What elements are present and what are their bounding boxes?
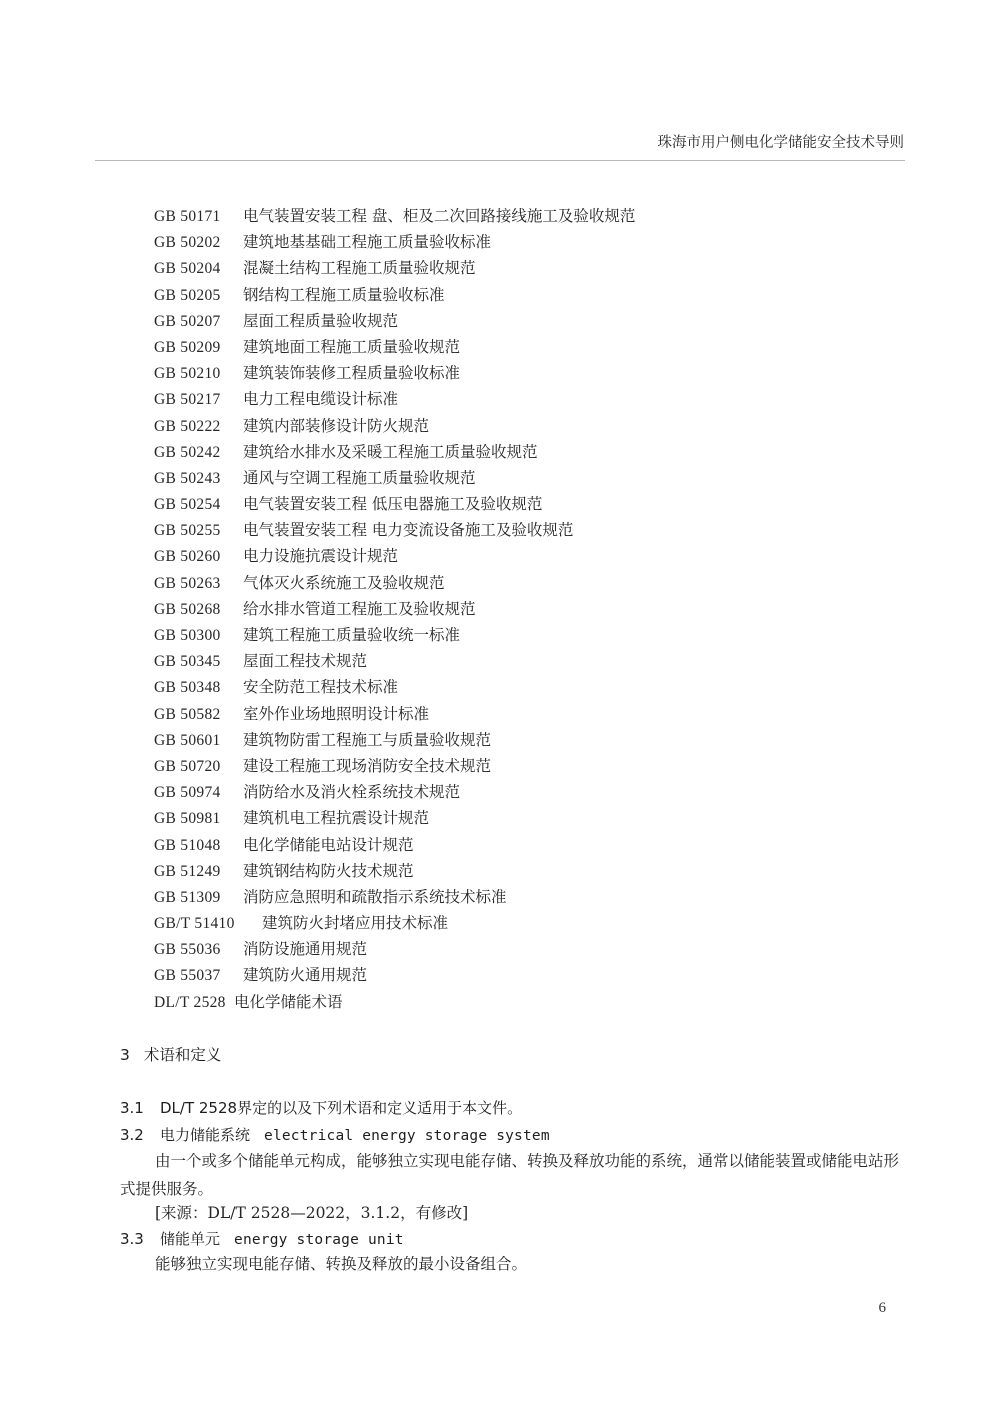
- reference-code: GB 50254: [154, 496, 221, 514]
- reference-code: GB 50242: [154, 443, 221, 461]
- reference-item: [154, 674, 635, 700]
- reference-item: [154, 989, 635, 1015]
- reference-title: 建筑内部装修设计防火规范: [243, 416, 430, 435]
- reference-title: 电力工程电缆设计标准: [243, 390, 399, 409]
- reference-title: 消防给水及消火栓系统技术规范: [243, 783, 461, 802]
- reference-title: 建筑防火通用规范: [243, 966, 368, 985]
- reference-title: 建筑机电工程抗震设计规范: [243, 809, 430, 828]
- reference-item: [154, 413, 635, 439]
- clause-3-2: [120, 1124, 550, 1145]
- normative-references-list: [154, 203, 635, 1015]
- reference-item: [154, 962, 635, 988]
- page-number: 6: [878, 1300, 886, 1316]
- reference-item: [154, 282, 635, 308]
- reference-code: GB 50204: [154, 260, 221, 278]
- reference-item: [154, 517, 635, 543]
- reference-code: GB 51048: [154, 836, 221, 854]
- reference-item: [154, 727, 635, 753]
- reference-title: 建筑装饰装修工程质量验收标准: [243, 364, 461, 383]
- reference-code: GB 50260: [154, 548, 221, 566]
- reference-item: [154, 203, 635, 229]
- reference-title: 混凝土结构工程施工质量验收规范: [243, 259, 476, 278]
- reference-code: GB 50300: [154, 627, 221, 644]
- reference-title: 电化学储能术语: [234, 992, 343, 1011]
- clause-number: 3.2: [120, 1126, 144, 1144]
- reference-code: GB 55037: [154, 967, 221, 985]
- reference-item: [154, 910, 635, 936]
- reference-title: 电力设施抗震设计规范: [243, 547, 399, 566]
- reference-title: 室外作业场地照明设计标准: [243, 704, 430, 723]
- running-header: 珠海市用户侧电化学储能安全技术导则: [657, 135, 904, 151]
- reference-title: 建筑给水排水及采暖工程施工质量验收规范: [243, 442, 538, 461]
- reference-item: [154, 386, 635, 412]
- clause-number: 3.1: [120, 1099, 144, 1117]
- reference-item: [154, 622, 635, 648]
- term-english: energy storage unit: [234, 1232, 404, 1248]
- reference-code: GB 50209: [154, 338, 221, 356]
- reference-item: [154, 543, 635, 569]
- reference-title: 电化学储能电站设计规范: [243, 835, 414, 854]
- reference-item: [154, 832, 635, 858]
- clause-text: DL/T 2528界定的以及下列术语和定义适用于本文件。: [160, 1099, 523, 1117]
- reference-title: 建筑地基基础工程施工质量验收标准: [243, 233, 492, 252]
- reference-item: [154, 465, 635, 491]
- reference-item: [154, 701, 635, 727]
- section-title: 术语和定义: [143, 1046, 222, 1064]
- clause-3-3: [120, 1228, 404, 1249]
- reference-title: 建筑防火封堵应用技术标准: [262, 914, 449, 933]
- reference-code: GB 50974: [154, 784, 221, 802]
- reference-title: 电气装置安装工程 盘、柜及二次回路接线施工及验收规范: [243, 207, 636, 225]
- reference-title: 安全防范工程技术标准: [243, 678, 399, 697]
- reference-item: [154, 884, 635, 910]
- reference-code: GB 51309: [154, 888, 221, 906]
- reference-title: 建筑地面工程施工质量验收规范: [243, 337, 461, 356]
- reference-title: 屋面工程质量验收规范: [243, 311, 399, 330]
- term-english: electrical energy storage system: [264, 1128, 550, 1144]
- clause-number: 3.3: [120, 1230, 144, 1248]
- clause-3-1: [120, 1097, 522, 1118]
- reference-code: GB 50222: [154, 417, 221, 435]
- reference-title: 建筑工程施工质量验收统一标准: [243, 626, 461, 644]
- reference-item: [154, 334, 635, 360]
- reference-title: 建筑物防雷工程施工与质量验收规范: [243, 730, 492, 749]
- reference-item: [154, 596, 635, 622]
- reference-item: [154, 805, 635, 831]
- reference-title: 建筑钢结构防火技术规范: [243, 861, 414, 880]
- reference-item: [154, 229, 635, 255]
- definition-paragraph: 能够独立实现电能存储、转换及释放的最小设备组合。: [155, 1255, 528, 1273]
- term-chinese: 电力储能系统: [160, 1126, 251, 1144]
- definition-paragraph: 由一个或多个储能单元构成，能够独立实现电能存储、转换及释放功能的系统，通常以储能装置或储能电站形式提供服务。: [120, 1152, 900, 1198]
- reference-code: GB 50243: [154, 469, 221, 487]
- reference-item: [154, 936, 635, 962]
- reference-code: GB 50981: [154, 810, 221, 828]
- reference-code: GB 50263: [154, 574, 221, 592]
- reference-item: [154, 308, 635, 334]
- reference-code: DL/T 2528: [154, 993, 226, 1011]
- reference-title: 建设工程施工现场消防安全技术规范: [243, 756, 492, 775]
- reference-code: GB 50171: [154, 208, 221, 225]
- reference-item: [154, 360, 635, 386]
- reference-item: [154, 779, 635, 805]
- reference-title: 消防设施通用规范: [243, 940, 368, 959]
- reference-item: [154, 439, 635, 465]
- reference-item: [154, 753, 635, 779]
- reference-code: GB 50348: [154, 679, 221, 697]
- reference-item: [154, 648, 635, 674]
- section-heading: [120, 1043, 221, 1065]
- reference-title: 电气装置安装工程 低压电器施工及验收规范: [243, 495, 543, 514]
- reference-item: [154, 255, 635, 281]
- reference-code: GB 50582: [154, 705, 221, 723]
- reference-code: GB 50205: [154, 286, 221, 304]
- reference-item: [154, 491, 635, 517]
- reference-code: GB 50345: [154, 653, 221, 671]
- reference-code: GB 50268: [154, 600, 221, 618]
- reference-code: GB 55036: [154, 941, 221, 959]
- reference-code: GB 51249: [154, 862, 221, 880]
- reference-title: 通风与空调工程施工质量验收规范: [243, 468, 476, 487]
- reference-code: GB 50217: [154, 391, 221, 409]
- reference-code: GB/T 51410: [154, 915, 235, 933]
- reference-title: 电气装置安装工程 电力变流设备施工及验收规范: [243, 521, 574, 540]
- reference-code: GB 50210: [154, 365, 221, 383]
- definition-source: [来源：DL/T 2528—2022，3.1.2，有修改]: [155, 1204, 469, 1222]
- reference-title: 消防应急照明和疏散指示系统技术标准: [243, 887, 507, 906]
- term-chinese: 储能单元: [160, 1230, 221, 1248]
- reference-code: GB 50207: [154, 312, 221, 330]
- reference-code: GB 50601: [154, 731, 221, 749]
- reference-code: GB 50255: [154, 522, 221, 540]
- reference-title: 气体灭火系统施工及验收规范: [243, 573, 445, 592]
- reference-code: GB 50720: [154, 757, 221, 775]
- reference-title: 给水排水管道工程施工及验收规范: [243, 599, 476, 618]
- reference-item: [154, 858, 635, 884]
- section-number: 3: [120, 1046, 130, 1064]
- reference-title: 钢结构工程施工质量验收标准: [243, 285, 445, 304]
- reference-code: GB 50202: [154, 234, 221, 252]
- reference-item: [154, 570, 635, 596]
- header-rule: [95, 160, 905, 161]
- reference-title: 屋面工程技术规范: [243, 652, 368, 671]
